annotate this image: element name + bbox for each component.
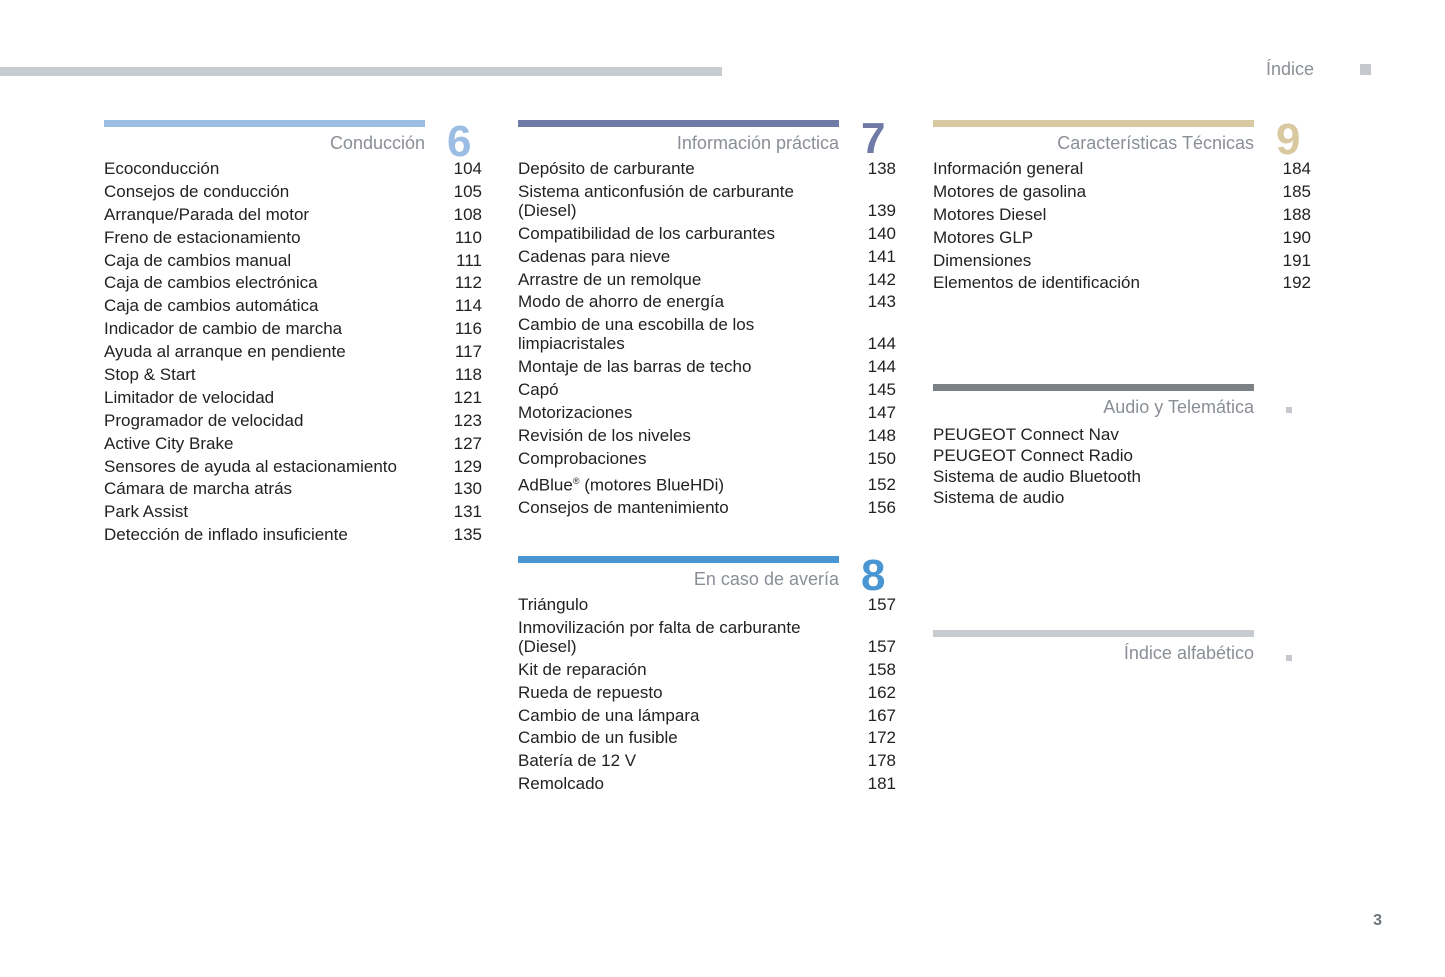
toc-entry-page: 141 [867,246,896,266]
toc-entry[interactable] [518,728,896,747]
toc-entry-label: Programador de velocidad [104,410,304,430]
toc-entry[interactable] [518,224,896,243]
toc-entry-label: Caja de cambios automática [104,296,319,316]
section-title[interactable]: Características Técnicas [1057,133,1254,153]
section-rule [518,120,839,127]
toc-entry-page: 190 [1282,227,1311,247]
toc-entry[interactable] [518,706,896,725]
toc-entry-page: 129 [453,456,482,476]
toc-entry[interactable] [518,403,896,422]
toc-entry[interactable] [518,660,896,679]
toc-entry-page: 181 [867,774,896,794]
toc-entry-label: Información general [933,159,1084,178]
toc-entry-label: Limitador de velocidad [104,387,275,407]
toc-entry[interactable] [518,618,896,656]
toc-entry[interactable] [104,251,482,270]
toc-entry-label: Freno de estacionamiento [104,227,301,247]
section-number: 7 [861,114,886,163]
toc-entry-label: Modo de ahorro de energía [518,292,725,312]
toc-entry-page: 144 [867,334,896,354]
toc-entry-page: 112 [454,273,482,293]
toc-entry-page: 142 [867,269,896,289]
toc-entry-label: Dimensiones [933,250,1032,270]
toc-entry-page: 104 [453,159,482,178]
toc-entry[interactable] [518,472,896,495]
section-rule [104,120,425,127]
toc-entry[interactable] [104,273,482,292]
toc-entry-page: 116 [454,319,482,339]
section-marker-icon [1286,655,1292,661]
toc-entry[interactable] [518,380,896,399]
toc-entry-page: 184 [1282,159,1311,178]
toc-entry-page: 156 [867,498,896,518]
toc-entry-page: 130 [453,479,482,499]
toc-entry-page: 143 [867,292,896,312]
toc-entry-page: 110 [454,227,482,247]
toc-entry[interactable] [104,205,482,224]
toc-entry-label: Montaje de las barras de techo [518,357,752,377]
toc-entry-page: 148 [867,425,896,445]
toc-entry-page: 152 [867,475,896,495]
section-number: 9 [1276,115,1301,164]
toc-entry-label-main: AdBlue [518,475,573,495]
toc-entry-page: 158 [867,659,896,679]
toc-entry-page: 114 [454,296,482,316]
toc-entry[interactable] [104,502,482,521]
header-bar [0,67,722,76]
toc-entry-label: Elementos de identificación [933,273,1140,293]
toc-entry[interactable] [518,270,896,289]
toc-entry[interactable] [518,449,896,468]
toc-entry[interactable] [104,411,482,430]
toc-entry-page: 147 [867,403,896,423]
toc-entry-page: 118 [454,365,482,385]
toc-entry-label: Ecoconducción [104,159,220,178]
toc-entry-label: Rueda de repuesto [518,682,663,702]
entry-list [933,425,1311,509]
toc-entry[interactable] [104,525,482,544]
toc-entry[interactable] [933,273,1311,292]
toc-entry-page: 191 [1282,250,1311,270]
toc-entry-label-rest: (motores BlueHDi) [579,475,725,495]
toc-entry-label: Arrastre de un remolque [518,269,702,289]
toc-entry-label [518,472,896,495]
toc-entry[interactable] [518,751,896,770]
toc-entry-page: 105 [453,181,482,201]
toc-entry-label: Compatibilidad de los carburantes [518,223,776,243]
toc-entry[interactable] [518,774,896,793]
toc-entry[interactable] [104,479,482,498]
entry-list [104,159,482,548]
header-square-icon [1360,64,1371,75]
toc-entry[interactable] [104,342,482,361]
toc-entry[interactable] [518,595,896,614]
toc-entry-label: Remolcado [518,774,604,794]
toc-entry[interactable] [518,357,896,376]
toc-entry-label: Cambio de una escobilla de los limpiacristales [518,315,755,354]
toc-entry-page: 121 [453,387,482,407]
toc-entry-label: Comprobaciones [518,448,647,468]
toc-entry[interactable] [933,182,1311,201]
toc-entry-page: 135 [453,525,482,545]
section-rule [933,120,1254,127]
toc-entry-label: Ayuda al arranque en pendiente [104,342,346,362]
toc-entry-label: Capó [518,380,559,400]
toc-entry[interactable] [518,683,896,702]
toc-entry[interactable] [933,446,1311,465]
section-title[interactable]: En caso de avería [693,569,839,589]
entry-list [518,159,896,521]
toc-entry-label: Sensores de ayuda al estacionamiento [104,456,397,476]
toc-entry[interactable] [518,159,896,178]
toc-entry-page: 131 [453,502,482,522]
registered-mark: ® [572,475,580,486]
toc-entry-page: 138 [867,159,896,178]
toc-entry-page: 172 [867,728,896,748]
entry-list [518,595,896,797]
section-title[interactable]: Conducción [329,133,425,153]
toc-entry-label: Arranque/Parada del motor [104,204,310,224]
toc-entry-label: Sistema de audio Bluetooth [933,467,1141,486]
section-rule [933,630,1254,637]
toc-entry-label: Kit de reparación [518,659,647,679]
toc-entry-page: 167 [867,705,896,725]
toc-entry-label: Consejos de conducción [104,181,290,201]
toc-entry[interactable] [518,426,896,445]
toc-entry[interactable] [104,434,482,453]
toc-entry-label: Cadenas para nieve [518,246,671,266]
toc-entry-page: 144 [867,357,896,377]
toc-entry[interactable] [518,292,896,311]
entry-list [933,159,1311,296]
toc-entry-page: 185 [1282,181,1311,201]
toc-entry-label: PEUGEOT Connect Nav [933,425,1119,444]
toc-entry-label: Cambio de un fusible [518,728,678,748]
toc-entry-page: 192 [1282,273,1311,293]
toc-entry-label: Cámara de marcha atrás [104,479,293,499]
toc-entry[interactable] [518,247,896,266]
toc-entry-page: 140 [867,223,896,243]
toc-entry-label: Depósito de carburante [518,159,695,178]
toc-entry[interactable] [104,365,482,384]
toc-entry-label: Indicador de cambio de marcha [104,319,343,339]
toc-entry-label: Motores de gasolina [933,181,1087,201]
toc-entry-label: Revisión de los niveles [518,425,691,445]
toc-entry-label: PEUGEOT Connect Radio [933,446,1133,465]
toc-entry-label: Sistema anticonfusión de carburante (Diesel) [518,181,794,220]
section-number: 8 [861,551,886,600]
toc-entry-page: 157 [867,595,896,614]
toc-entry-label: Motores Diesel [933,204,1047,224]
toc-entry-label: Caja de cambios manual [104,250,292,270]
toc-entry-page: 139 [867,200,896,220]
toc-entry[interactable] [933,488,1311,507]
toc-entry[interactable] [933,425,1311,444]
toc-entry-page: 127 [453,433,482,453]
toc-entry[interactable] [518,315,896,353]
toc-entry[interactable] [933,251,1311,270]
toc-entry[interactable] [933,228,1311,247]
toc-entry-label: Triángulo [518,595,589,614]
toc-entry-page: 111 [456,250,482,270]
toc-entry-page: 178 [867,751,896,771]
toc-entry[interactable] [933,467,1311,486]
toc-entry-label: Stop & Start [104,365,196,385]
toc-entry[interactable] [104,228,482,247]
toc-entry[interactable] [933,205,1311,224]
toc-entry-label: Caja de cambios electrónica [104,273,318,293]
page-number: 3 [1373,912,1382,929]
page-title: Índice [1265,59,1314,79]
section-title[interactable]: Información práctica [676,133,839,153]
toc-entry-label: Consejos de mantenimiento [518,498,729,518]
toc-entry-label: Sistema de audio [933,488,1065,507]
toc-entry-label: Motorizaciones [518,403,633,423]
toc-entry-page: 188 [1282,204,1311,224]
toc-entry-label: Motores GLP [933,227,1034,247]
toc-entry-label: Inmovilización por falta de carburante (Diesel) [518,617,801,656]
toc-entry[interactable] [518,498,896,517]
section-marker-icon [1286,407,1292,413]
section-title[interactable]: Índice alfabético [1123,643,1254,663]
section-rule [933,384,1254,391]
toc-entry[interactable] [104,388,482,407]
toc-entry-page: 162 [867,682,896,702]
toc-entry-label: Detección de inflado insuficiente [104,525,348,545]
toc-entry[interactable] [104,159,482,178]
section-rule [518,556,839,563]
toc-entry-page: 117 [454,342,482,362]
toc-entry-page: 150 [867,448,896,468]
toc-entry-page: 157 [867,636,896,656]
toc-entry-page: 145 [867,380,896,400]
toc-entry-label: Batería de 12 V [518,751,637,771]
toc-entry-page: 123 [453,410,482,430]
toc-entry[interactable] [104,182,482,201]
toc-entry[interactable] [104,319,482,338]
toc-entry[interactable] [104,296,482,315]
toc-entry-label: Active City Brake [104,433,234,453]
toc-entry[interactable] [518,182,896,220]
toc-entry-label: Cambio de una lámpara [518,705,700,725]
toc-entry-page: 108 [453,204,482,224]
toc-entry-label: Park Assist [104,502,189,522]
toc-entry[interactable] [933,159,1311,178]
toc-entry[interactable] [104,457,482,476]
section-number: 6 [447,117,472,166]
section-title[interactable]: Audio y Telemática [1103,397,1254,417]
